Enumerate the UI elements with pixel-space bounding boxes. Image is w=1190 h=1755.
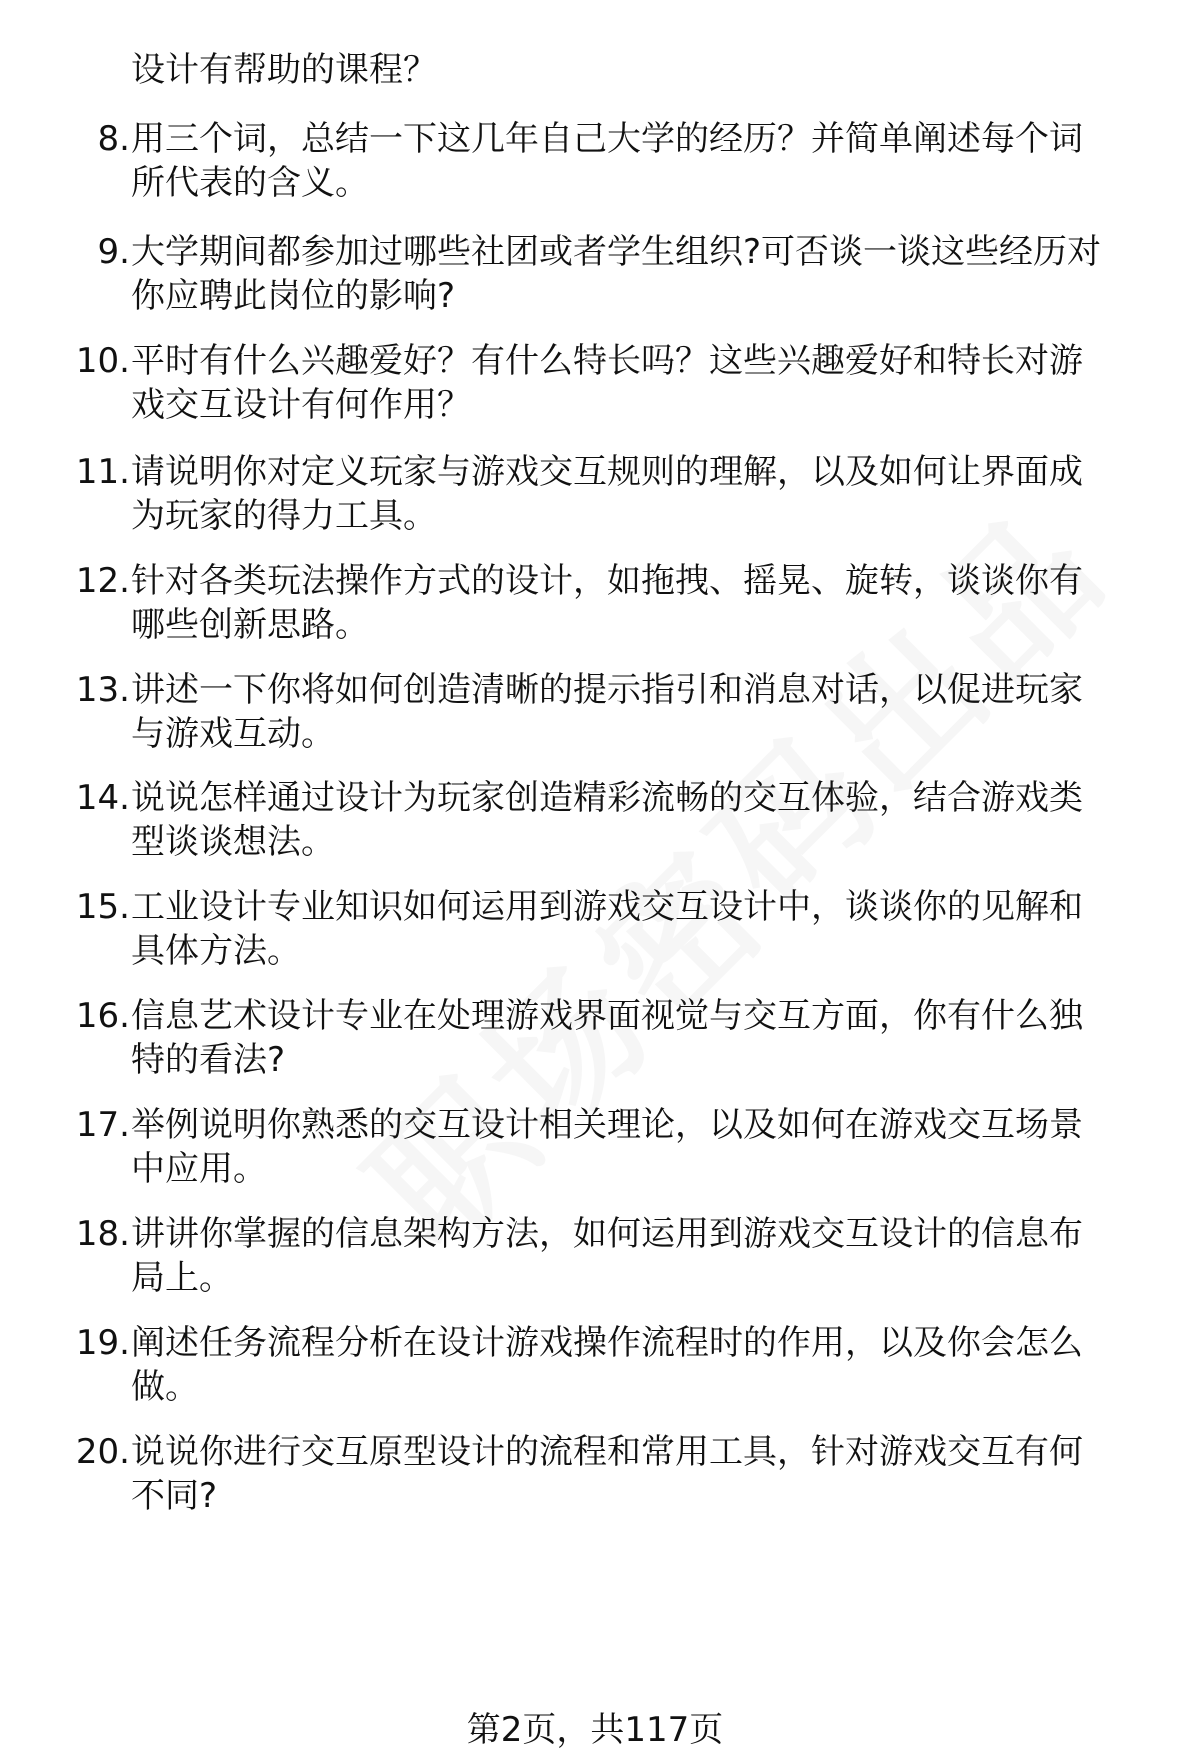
- question-line: 哪些创新思路。: [131, 605, 369, 645]
- question-line: 具体方法。: [131, 931, 301, 971]
- question-line: 设计有帮助的课程？: [131, 50, 437, 90]
- question-text: [131, 1103, 1171, 1191]
- question-text: [131, 1212, 1171, 1300]
- question-line: 为玩家的得力工具。: [131, 496, 437, 536]
- question-number: 15.: [75, 887, 130, 927]
- question-text: [131, 230, 1171, 318]
- question-line: 大学期间都参加过哪些社团或者学生组织?可否谈一谈这些经历对: [131, 232, 1102, 272]
- page-number-footer: 第2页，共117页: [466, 1710, 724, 1750]
- question-line: 局上。: [131, 1258, 233, 1298]
- question-text: [131, 885, 1171, 973]
- question-line: 讲述一下你将如何创造清晰的提示指引和消息对话，以促进玩家: [131, 670, 1083, 710]
- question-line: 工业设计专业知识如何运用到游戏交互设计中，谈谈你的见解和: [131, 887, 1083, 927]
- question-number: 11.: [75, 452, 130, 492]
- question-number: 18.: [75, 1214, 130, 1254]
- question-line: 用三个词，总结一下这几年自己大学的经历？并简单阐述每个词: [131, 119, 1083, 159]
- question-line: 戏交互设计有何作用？: [131, 385, 471, 425]
- question-text: [131, 48, 1171, 92]
- question-text: [131, 450, 1171, 538]
- question-line: 中应用。: [131, 1149, 267, 1189]
- question-line: 与游戏互动。: [131, 714, 335, 754]
- question-number: 19.: [75, 1323, 130, 1363]
- question-line: 针对各类玩法操作方式的设计，如拖拽、摇晃、旋转，谈谈你有: [131, 561, 1083, 601]
- question-number: 13.: [75, 670, 130, 710]
- question-text: [131, 1430, 1171, 1518]
- question-number: 10.: [75, 341, 130, 381]
- question-line: 平时有什么兴趣爱好？有什么特长吗？这些兴趣爱好和特长对游: [131, 341, 1083, 381]
- question-number: 9.: [97, 232, 130, 272]
- question-number: 12.: [75, 561, 130, 601]
- question-text: [131, 339, 1171, 427]
- question-line: 讲讲你掌握的信息架构方法，如何运用到游戏交互设计的信息布: [131, 1214, 1083, 1254]
- question-number: 8.: [97, 119, 130, 159]
- question-text: [131, 668, 1171, 756]
- question-number: 17.: [75, 1105, 130, 1145]
- question-number: 14.: [75, 778, 130, 818]
- question-line: 信息艺术设计专业在处理游戏界面视觉与交互方面，你有什么独: [131, 996, 1083, 1036]
- question-line: 所代表的含义。: [131, 163, 369, 203]
- question-number: 16.: [75, 996, 130, 1036]
- question-text: [131, 776, 1171, 864]
- question-text: [131, 1321, 1171, 1409]
- question-line: 不同?: [131, 1476, 218, 1516]
- question-text: [131, 559, 1171, 647]
- question-line: 说说你进行交互原型设计的流程和常用工具，针对游戏交互有何: [131, 1432, 1083, 1472]
- question-line: 说说怎样通过设计为玩家创造精彩流畅的交互体验，结合游戏类: [131, 778, 1083, 818]
- question-line: 举例说明你熟悉的交互设计相关理论，以及如何在游戏交互场景: [131, 1105, 1083, 1145]
- question-line: 阐述任务流程分析在设计游戏操作流程时的作用，以及你会怎么: [131, 1323, 1083, 1363]
- question-line: 你应聘此岗位的影响?: [131, 276, 456, 316]
- question-text: [131, 117, 1171, 205]
- question-line: 型谈谈想法。: [131, 822, 335, 862]
- question-text: [131, 994, 1171, 1082]
- question-line: 请说明你对定义玩家与游戏交互规则的理解，以及如何让界面成: [131, 452, 1083, 492]
- question-line: 特的看法?: [131, 1040, 286, 1080]
- question-line: 做。: [131, 1367, 199, 1407]
- question-number: 20.: [75, 1432, 130, 1472]
